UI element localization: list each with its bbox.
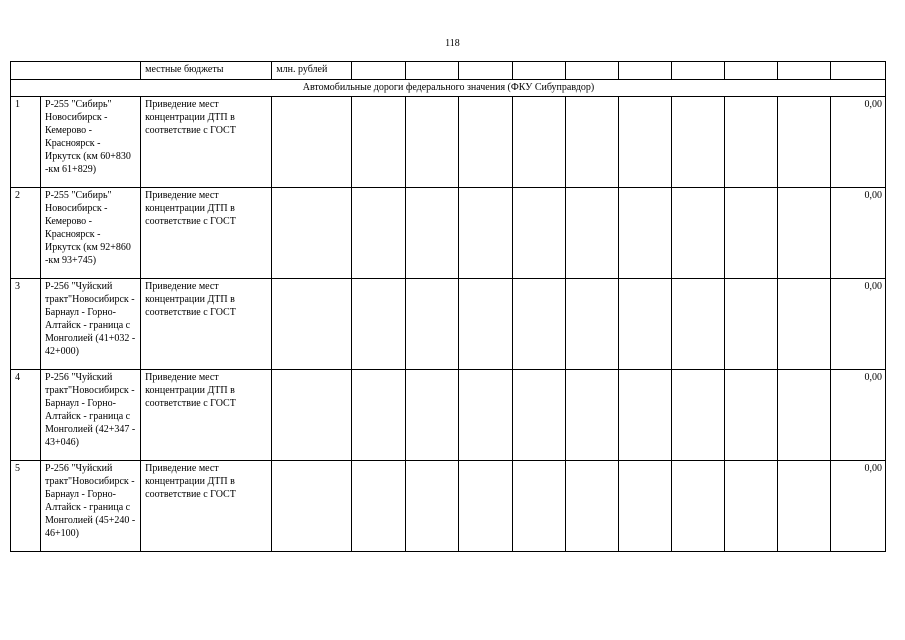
row-number: 4 (11, 370, 41, 461)
empty-cell (777, 370, 830, 461)
empty-cell (352, 279, 406, 370)
empty-cell (618, 279, 671, 370)
activity-description: Приведение мест концентрации ДТП в соответствие с ГОСТ (141, 97, 272, 188)
empty-cell (272, 461, 352, 552)
row-number: 3 (11, 279, 41, 370)
empty-cell (777, 62, 830, 80)
section-row (11, 80, 886, 97)
table-row (11, 188, 886, 279)
activity-description: Приведение мест концентрации ДТП в соответствие с ГОСТ (141, 279, 272, 370)
empty-cell (459, 97, 512, 188)
table-row (11, 370, 886, 461)
section-title: Автомобильные дороги федерального значения (ФКУ Сибуправдор) (11, 80, 886, 97)
empty-cell (459, 370, 512, 461)
empty-cell (565, 370, 618, 461)
empty-cell (272, 188, 352, 279)
empty-cell (512, 62, 565, 80)
empty-cell (352, 461, 406, 552)
row-number: 1 (11, 97, 41, 188)
road-name: Р-255 "Сибирь" Новосибирск - Кемерово - Красноярск - Иркутск (км 60+830 -км 61+829) (41, 97, 141, 188)
empty-cell (618, 370, 671, 461)
empty-cell (406, 461, 459, 552)
empty-cell (724, 62, 777, 80)
empty-cell (352, 188, 406, 279)
empty-cell (565, 62, 618, 80)
empty-cell (512, 370, 565, 461)
table-row (11, 461, 886, 552)
empty-cell (512, 188, 565, 279)
empty-cell (777, 188, 830, 279)
empty-cell (671, 461, 724, 552)
empty-cell (459, 279, 512, 370)
empty-cell (724, 188, 777, 279)
road-name: Р-256 "Чуйский тракт"Новосибирск - Барнаул - Горно-Алтайск - граница с Монголией (41+032 - 42+000) (41, 279, 141, 370)
empty-cell (459, 188, 512, 279)
empty-cell (406, 188, 459, 279)
empty-cell (272, 97, 352, 188)
empty-cell (406, 97, 459, 188)
row-number: 5 (11, 461, 41, 552)
empty-cell (565, 97, 618, 188)
empty-cell (565, 188, 618, 279)
row-number: 2 (11, 188, 41, 279)
unit-cell: млн. рублей (272, 62, 352, 80)
row-total: 0,00 (830, 188, 885, 279)
empty-cell (618, 97, 671, 188)
empty-cell (777, 461, 830, 552)
road-name: Р-256 "Чуйский тракт"Новосибирск - Барнаул - Горно-Алтайск - граница с Монголией (42+347 - 43+046) (41, 370, 141, 461)
empty-cell (671, 188, 724, 279)
empty-cell (777, 279, 830, 370)
funding-source-cell: местные бюджеты (141, 62, 272, 80)
activity-description: Приведение мест концентрации ДТП в соответствие с ГОСТ (141, 461, 272, 552)
empty-cell (565, 461, 618, 552)
row-total: 0,00 (830, 279, 885, 370)
empty-cell (671, 97, 724, 188)
empty-cell (352, 97, 406, 188)
table-row (11, 97, 886, 188)
empty-cell (512, 279, 565, 370)
empty-cell (618, 62, 671, 80)
empty-cell (352, 62, 406, 80)
table-row (11, 279, 886, 370)
empty-cell (272, 370, 352, 461)
empty-cell (406, 62, 459, 80)
empty-cell (406, 279, 459, 370)
empty-cell (565, 279, 618, 370)
activity-description: Приведение мест концентрации ДТП в соответствие с ГОСТ (141, 370, 272, 461)
row-total: 0,00 (830, 370, 885, 461)
empty-cell (830, 62, 885, 80)
empty-cell (724, 279, 777, 370)
empty-cell (459, 461, 512, 552)
activity-description: Приведение мест концентрации ДТП в соответствие с ГОСТ (141, 188, 272, 279)
road-name: Р-255 "Сибирь" Новосибирск - Кемерово - Красноярск - Иркутск (км 92+860 -км 93+745) (41, 188, 141, 279)
empty-cell (671, 279, 724, 370)
budget-table (10, 61, 886, 552)
row-total: 0,00 (830, 461, 885, 552)
empty-cell (352, 370, 406, 461)
empty-cell (406, 370, 459, 461)
empty-cell (777, 97, 830, 188)
empty-cell (618, 188, 671, 279)
road-name: Р-256 "Чуйский тракт"Новосибирск - Барнаул - Горно-Алтайск - граница с Монголией (45+240 - 46+100) (41, 461, 141, 552)
header-empty-cell (11, 62, 141, 80)
empty-cell (724, 370, 777, 461)
empty-cell (618, 461, 671, 552)
empty-cell (512, 461, 565, 552)
empty-cell (671, 370, 724, 461)
empty-cell (724, 461, 777, 552)
header-row (11, 62, 886, 80)
empty-cell (512, 97, 565, 188)
empty-cell (724, 97, 777, 188)
page-number: 118 (445, 38, 460, 49)
row-total: 0,00 (830, 97, 885, 188)
empty-cell (671, 62, 724, 80)
empty-cell (272, 279, 352, 370)
empty-cell (459, 62, 512, 80)
